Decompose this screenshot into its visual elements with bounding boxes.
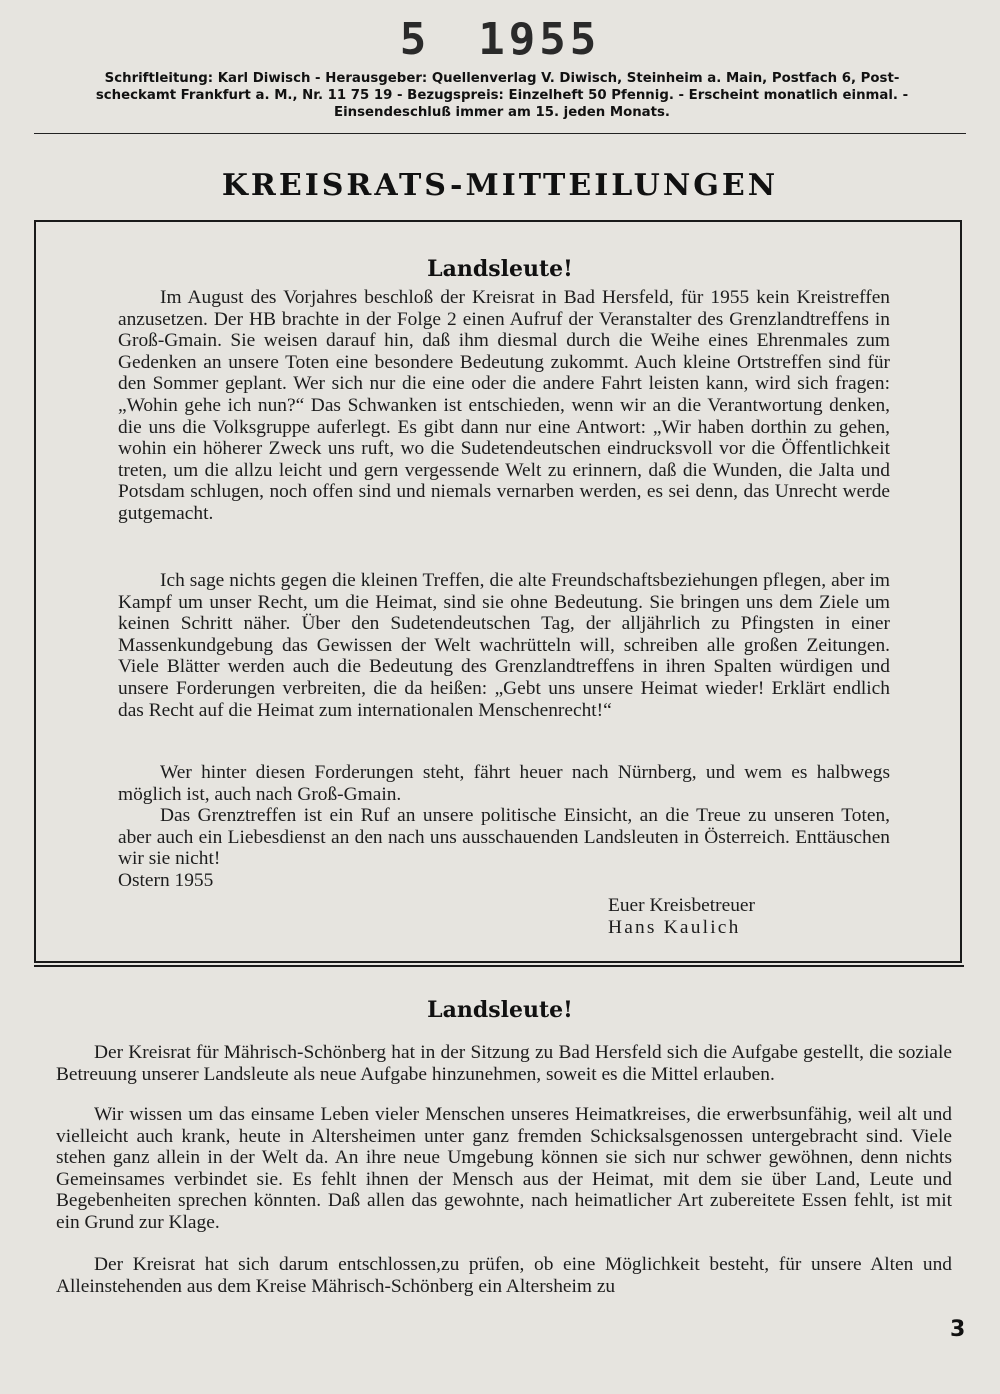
section-title: KREISRATS-MITTEILUNGEN [221, 168, 779, 203]
article2-heading: Landsleute! [427, 997, 573, 1023]
article1-signature: Hans Kaulich [608, 917, 741, 938]
article1-date: Ostern 1955 [118, 870, 214, 891]
masthead-line: scheckamt Frankfurt a. M., Nr. 11 75 19 - Bezugspreis: Einzelheft 50 Pfennig. - Erscheint monatlich einmal. - [95, 88, 909, 103]
masthead-line: Schriftleitung: Karl Diwisch - Herausgeber: Quellenverlag V. Diwisch, Steinheim a. Main, Postfach 6, Post- [104, 71, 900, 86]
issue-number-and-year [0, 14, 1000, 66]
article1-paragraph: Im August des Vorjahres beschloß der Kreisrat in Bad Hersfeld, für 1955 kein Kreistreffen anzusetzen. Der HB brachte in der Folge 2 einen Aufruf der Veranstalter des Grenzlandtreffens in Groß-Gmain. Sie weisen darauf hin, daß ihm diesmal durch die Weihe eines Ehrenmales zum Gedenken an unsere Toten eine besondere Bedeutung zukommt. Auch kleine Ortstreffen sind für den Sommer geplant. Wer sich nur die eine oder die andere Fahrt leisten kann, wird sich fragen: „Wohin gehe ich nun?“ Das Schwanken ist entschieden, wenn wir an die Verantwortung denken, die uns die Volksgruppe auferlegt. Es gibt dann nur eine Antwort: „Wir haben dorthin zu gehen, wohin ein höherer Zweck uns ruft, wo die Sudetendeutschen eindrucksvoll vor die Öffentlichkeit treten, um die allzu leicht und gern vergessende Welt zu erinnern, daß die Wunden, die Jalta und Potsdam schlugen, noch offen sind und niemals vernarben werden, es sei denn, das Unrecht werde gutgemacht. [118, 287, 890, 524]
issue-year: 1955 [478, 14, 601, 65]
article1-paragraph: Wer hinter diesen Forderungen steht, fährt heuer nach Nürnberg, und wem es halbwegs möglich ist, auch nach Groß-Gmain. [118, 762, 890, 805]
issue-number: 5 [399, 14, 431, 65]
article1-paragraph: Ich sage nichts gegen die kleinen Treffen, die alte Freundschaftsbeziehungen pflegen, aber im Kampf um unser Recht, um die Heimat, sind sie ohne Bedeutung. Sie bringen uns dem Ziele um keinen Schritt näher. Über den Sudetendeutschen Tag, der alljährlich zu Pfingsten in einer Massenkundgebung das Gewissen der Welt wachrütteln will, schreiben alle großen Zeitungen. Viele Blätter werden auch die Bedeutung des Grenzlandtreffens in ihren Spalten würdigen und unsere Forderungen verbreiten, die da heißen: „Gebt uns unsere Heimat wieder! Erklärt endlich das Recht auf die Heimat zum internationalen Menschenrecht!“ [118, 570, 890, 721]
article2-paragraph: Der Kreisrat hat sich darum entschlossen,zu prüfen, ob eine Möglichkeit besteht, für unsere Alten und Alleinstehenden aus dem Kreise Mährisch-Schönberg ein Altersheim zu [56, 1254, 952, 1297]
article1-closing: Euer Kreisbetreuer [608, 895, 755, 916]
article2-paragraph: Wir wissen um das einsame Leben vieler Menschen unseres Heimatkreises, die erwerbsunfähig, weil alt und vielleicht auch krank, heute in Altersheimen unter ganz fremden Schicksalsgenossen untergebracht sind. Viele stehen ganz allein in der Welt da. An ihre neue Umgebung können sie sich nur schwer gewöhnen, denn nichts Gemeinsames verbindet sie. Es fehlt ihnen der Mensch aus der Heimat, mit dem sie über Land, Leute und Begebenheiten sprechen könnten. Daß allen das gewohnte, nach heimatlicher Art zubereitete Essen fehlt, ist mit ein Grund zur Klage. [56, 1104, 952, 1233]
page-number: 3 [950, 1317, 966, 1342]
masthead [34, 70, 970, 121]
article1-paragraph: Das Grenztreffen ist ein Ruf an unsere politische Einsicht, an die Treue zu unseren Toten, aber auch ein Liebesdienst an den nach uns ausschauenden Landsleuten in Österreich. Enttäuschen wir sie nicht! [118, 805, 890, 870]
masthead-line: Einsendeschluß immer am 15. jeden Monats. [334, 105, 670, 120]
article2-paragraph: Der Kreisrat für Mährisch-Schönberg hat in der Sitzung zu Bad Hersfeld sich die Aufgabe gestellt, die soziale Betreuung unserer Landsleute als neue Aufgabe hinzunehmen, soweit es die Mittel erlauben. [56, 1042, 952, 1085]
article1-heading: Landsleute! [427, 256, 573, 282]
section-rule [34, 965, 964, 967]
header-rule [34, 133, 966, 134]
